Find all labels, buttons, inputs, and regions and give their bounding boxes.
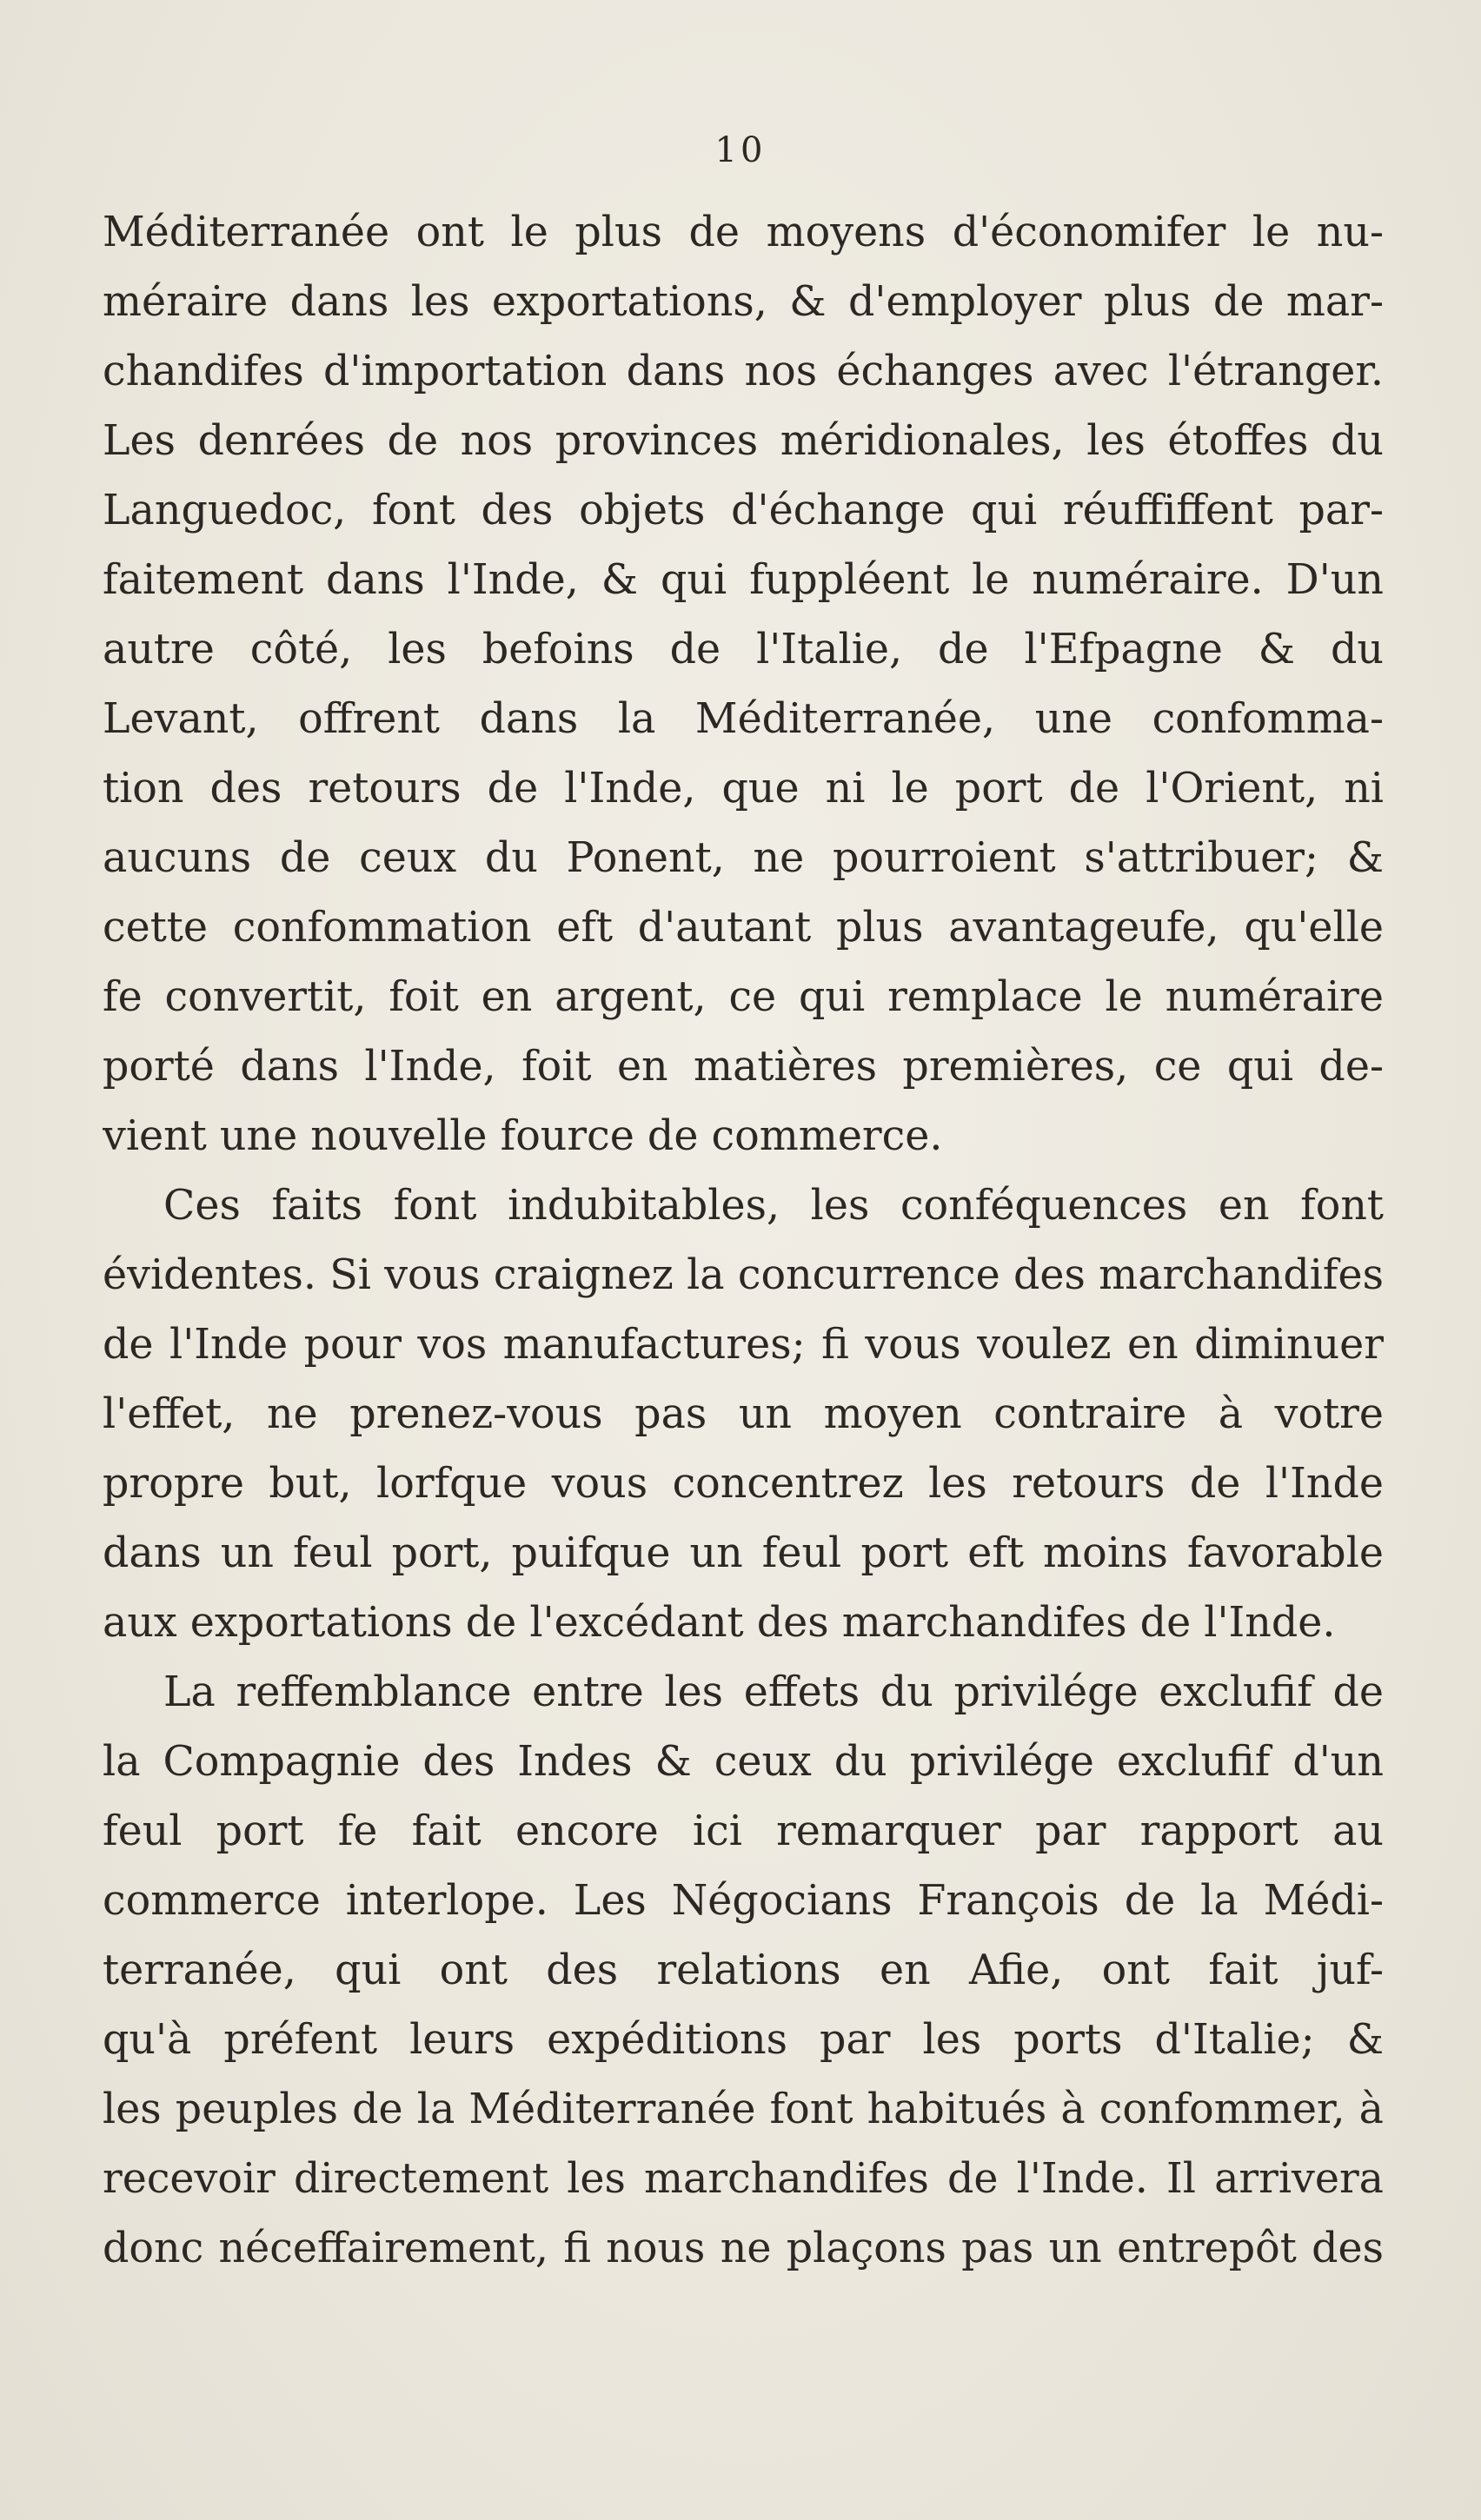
text-line: évidentes. Si vous craignez la concurrence des marchandifes <box>103 1251 1384 1299</box>
text-line: qu'à préfent leurs expéditions par les ports d'Italie; & <box>103 2016 1384 2064</box>
body-text <box>103 198 1384 2284</box>
text-line: vient une nouvelle fource de commerce. <box>103 1112 943 1160</box>
text-line: commerce interlope. Les Négocians François de la Médi- <box>103 1877 1384 1925</box>
text-line: les peuples de la Méditerranée font habitués à confommer, à <box>103 2086 1384 2133</box>
text-line: aux exportations de l'excédant des marchandifes de l'Inde. <box>103 1599 1336 1647</box>
text-line: Ces faits font indubitables, les conféquences en font <box>163 1182 1384 1230</box>
text-line: dans un feul port, puifque un feul port eft moins favorable <box>103 1529 1384 1577</box>
text-line: donc néceffairement, fi nous ne plaçons pas un entrepôt des <box>103 2225 1384 2272</box>
text-line: feul port fe fait encore ici remarquer par rapport au <box>103 1807 1384 1855</box>
text-line: cette confommation eft d'autant plus avantageufe, qu'elle <box>103 904 1384 952</box>
page-number: 10 <box>714 130 767 170</box>
text-line: de l'Inde pour vos manufactures; fi vous voulez en diminuer <box>103 1321 1384 1369</box>
text-line: propre but, lorfque vous concentrez les retours de l'Inde <box>103 1460 1384 1508</box>
text-line: méraire dans les exportations, & d'employer plus de mar- <box>103 278 1384 326</box>
text-line: terranée, qui ont des relations en Afie, ont fait juf- <box>103 1946 1384 1994</box>
text-line: faitement dans l'Inde, & qui fuppléent le numéraire. D'un <box>103 556 1384 604</box>
text-line: Méditerranée ont le plus de moyens d'économifer le nu- <box>103 209 1384 256</box>
text-line: la Compagnie des Indes & ceux du privilége exclufif d'un <box>103 1738 1384 1786</box>
text-line: autre côté, les befoins de l'Italie, de l'Efpagne & du <box>103 626 1384 673</box>
text-line: l'effet, ne prenez-vous pas un moyen contraire à votre <box>103 1390 1384 1438</box>
text-line: aucuns de ceux du Ponent, ne pourroient s'attribuer; & <box>103 834 1384 882</box>
text-line: Languedoc, font des objets d'échange qui réuffiffent par- <box>103 487 1384 534</box>
text-line: La reffemblance entre les effets du privilége exclufif de <box>163 1668 1384 1716</box>
text-line: Levant, offrent dans la Méditerranée, une confomma- <box>103 695 1384 743</box>
text-line: Les denrées de nos provinces méridionales, les étoffes du <box>103 417 1384 465</box>
text-line: tion des retours de l'Inde, que ni le port de l'Orient, ni <box>103 765 1384 812</box>
text-line: chandifes d'importation dans nos échanges avec l'étranger. <box>103 348 1384 395</box>
text-line: fe convertit, foit en argent, ce qui remplace le numéraire <box>103 973 1384 1021</box>
text-line: recevoir directement les marchandifes de l'Inde. Il arrivera <box>103 2155 1384 2203</box>
text-line: porté dans l'Inde, foit en matières premières, ce qui de- <box>103 1043 1384 1091</box>
